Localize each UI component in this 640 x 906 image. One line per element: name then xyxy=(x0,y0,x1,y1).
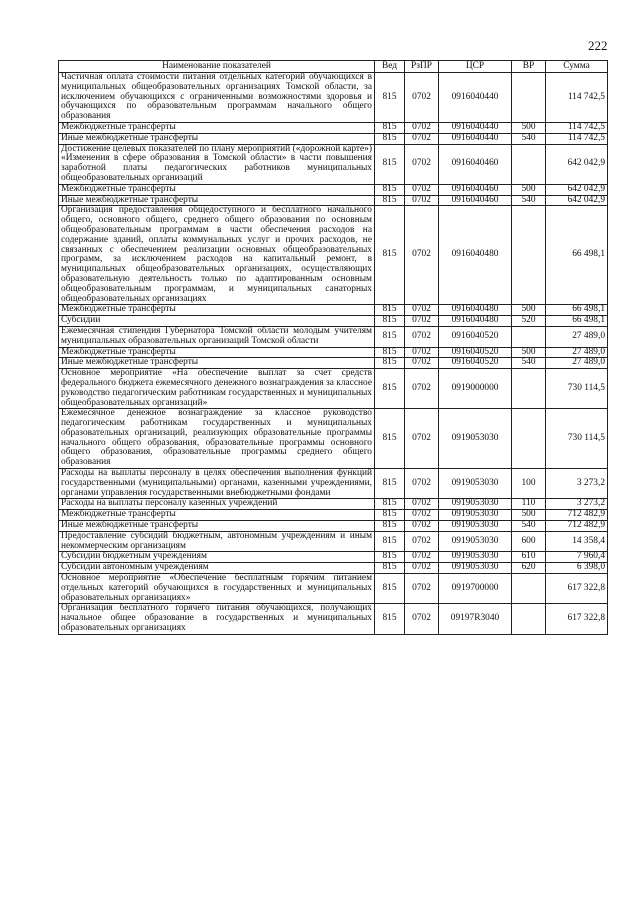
header-vr: ВР xyxy=(512,61,546,73)
cell-sum: 66 498,1 xyxy=(546,316,608,327)
cell-rzpr: 0702 xyxy=(405,305,439,316)
cell-ved: 815 xyxy=(375,358,405,369)
cell-ved: 815 xyxy=(375,510,405,521)
cell-csr: 0916040480 xyxy=(439,305,512,316)
cell-rzpr: 0702 xyxy=(405,206,439,305)
cell-rzpr: 0702 xyxy=(405,531,439,552)
cell-rzpr: 0702 xyxy=(405,521,439,532)
table-row xyxy=(59,206,608,305)
cell-sum: 6 398,0 xyxy=(546,563,608,574)
cell-rzpr: 0702 xyxy=(405,347,439,358)
cell-csr: 0919053030 xyxy=(439,499,512,510)
table-row xyxy=(59,122,608,133)
cell-name: Субсидии автономным учреждениям xyxy=(59,563,375,574)
cell-rzpr: 0702 xyxy=(405,358,439,369)
cell-vr: 500 xyxy=(512,347,546,358)
cell-name: Межбюджетные трансферты xyxy=(59,347,375,358)
cell-sum: 66 498,1 xyxy=(546,206,608,305)
cell-vr xyxy=(512,369,546,409)
header-ved: Вед xyxy=(375,61,405,73)
cell-rzpr: 0702 xyxy=(405,510,439,521)
cell-csr: 0919053030 xyxy=(439,552,512,563)
cell-vr: 540 xyxy=(512,521,546,532)
cell-name: Расходы на выплаты персоналу казенных учреждений xyxy=(59,499,375,510)
cell-ved: 815 xyxy=(375,195,405,206)
cell-sum: 617 322,8 xyxy=(546,574,608,604)
table-row xyxy=(59,604,608,634)
cell-ved: 815 xyxy=(375,73,405,123)
header-csr: ЦСР xyxy=(439,61,512,73)
table-row xyxy=(59,144,608,184)
cell-csr: 0919053030 xyxy=(439,563,512,574)
cell-name: Субсидии бюджетным учреждениям xyxy=(59,552,375,563)
header-name: Наименование показателей xyxy=(59,61,375,73)
table-row xyxy=(59,369,608,409)
cell-name: Иные межбюджетные трансферты xyxy=(59,521,375,532)
cell-name: Межбюджетные трансферты xyxy=(59,184,375,195)
cell-sum: 617 322,8 xyxy=(546,604,608,634)
cell-sum: 27 489,0 xyxy=(546,326,608,347)
cell-rzpr: 0702 xyxy=(405,499,439,510)
cell-rzpr: 0702 xyxy=(405,469,439,499)
cell-name: Основное мероприятие «Обеспечение бесплатным горячим питанием отдельных категорий обучающихся в государственных и муниципальных образовательных организациях» xyxy=(59,574,375,604)
cell-rzpr: 0702 xyxy=(405,144,439,184)
cell-vr: 500 xyxy=(512,510,546,521)
cell-sum: 730 114,5 xyxy=(546,409,608,469)
table-row xyxy=(59,358,608,369)
cell-csr: 0916040520 xyxy=(439,326,512,347)
cell-ved: 815 xyxy=(375,563,405,574)
cell-ved: 815 xyxy=(375,206,405,305)
table-row xyxy=(59,469,608,499)
cell-ved: 815 xyxy=(375,469,405,499)
cell-csr: 0916040480 xyxy=(439,206,512,305)
cell-csr: 09197R3040 xyxy=(439,604,512,634)
cell-ved: 815 xyxy=(375,574,405,604)
cell-ved: 815 xyxy=(375,604,405,634)
table-row xyxy=(59,133,608,144)
cell-rzpr: 0702 xyxy=(405,563,439,574)
cell-ved: 815 xyxy=(375,521,405,532)
cell-vr: 500 xyxy=(512,122,546,133)
cell-ved: 815 xyxy=(375,316,405,327)
cell-ved: 815 xyxy=(375,409,405,469)
table-row xyxy=(59,305,608,316)
table-row xyxy=(59,521,608,532)
cell-csr: 0916040460 xyxy=(439,184,512,195)
cell-vr: 520 xyxy=(512,316,546,327)
cell-sum: 27 489,0 xyxy=(546,347,608,358)
cell-csr: 0919053030 xyxy=(439,531,512,552)
cell-rzpr: 0702 xyxy=(405,133,439,144)
cell-ved: 815 xyxy=(375,144,405,184)
cell-vr xyxy=(512,574,546,604)
cell-vr xyxy=(512,73,546,123)
cell-name: Расходы на выплаты персоналу в целях обеспечения выполнения функций государственными (муниципальными) органами, казенными учреждениями, органами управления государственными внебюджетными фондами xyxy=(59,469,375,499)
cell-ved: 815 xyxy=(375,326,405,347)
cell-name: Организация бесплатного горячего питания обучающихся, получающих начальное общее образование в государственных и муниципальных образовательных организациях xyxy=(59,604,375,634)
cell-rzpr: 0702 xyxy=(405,195,439,206)
cell-name: Частичная оплата стоимости питания отдельных категорий обучающихся в муниципальных общеобразовательных организациях Томской области, за исключением обучающихся с ограниченными возможностями здоровья и обучающихся по образовательным программам начального общего образования xyxy=(59,73,375,123)
cell-sum: 3 273,2 xyxy=(546,469,608,499)
cell-vr: 110 xyxy=(512,499,546,510)
cell-sum: 712 482,9 xyxy=(546,521,608,532)
cell-name: Организация предоставления общедоступного и бесплатного начального общего, основного общего, среднего общего образования по основным общеобразовательным программам в части обеспечения расходов на содержание зданий, оплаты коммунальных услуг и прочих расходов, не связанных с обеспечением реализации основных общеобразовательных программ, за исключением расходов на капитальный ремонт, в муниципальных общеобразовательных организациях, осуществляющих образовательную деятельность только по адаптированным основным общеобразовательным программам, и муниципальных санаторных общеобразовательных организациях xyxy=(59,206,375,305)
cell-ved: 815 xyxy=(375,531,405,552)
cell-rzpr: 0702 xyxy=(405,369,439,409)
cell-csr: 0916040440 xyxy=(439,73,512,123)
cell-sum: 114 742,5 xyxy=(546,73,608,123)
cell-csr: 0919053030 xyxy=(439,510,512,521)
cell-vr xyxy=(512,144,546,184)
cell-ved: 815 xyxy=(375,552,405,563)
cell-vr: 540 xyxy=(512,195,546,206)
cell-vr: 610 xyxy=(512,552,546,563)
cell-sum: 66 498,1 xyxy=(546,305,608,316)
cell-sum: 730 114,5 xyxy=(546,369,608,409)
table-row xyxy=(59,409,608,469)
table-row xyxy=(59,184,608,195)
cell-csr: 0919053030 xyxy=(439,469,512,499)
budget-table xyxy=(58,60,608,635)
cell-vr: 600 xyxy=(512,531,546,552)
cell-name: Предоставление субсидий бюджетным, автономным учреждениям и иным некоммерческим организациям xyxy=(59,531,375,552)
cell-name: Достижение целевых показателей по плану мероприятий («дорожной карте») «Изменения в сфере образования в Томской области» в части повышения заработной платы педагогических работников муниципальных общеобразовательных организаций xyxy=(59,144,375,184)
cell-csr: 0916040440 xyxy=(439,133,512,144)
cell-csr: 0919053030 xyxy=(439,409,512,469)
cell-vr: 500 xyxy=(512,184,546,195)
cell-name: Основное мероприятие «На обеспечение выплат за счет средств федерального бюджета ежемесячного денежного вознаграждения за классное руководство педагогическим работникам государственных и муниципальных общеобразовательных организаций» xyxy=(59,369,375,409)
table-header xyxy=(59,61,608,73)
cell-name: Иные межбюджетные трансферты xyxy=(59,133,375,144)
cell-csr: 0916040460 xyxy=(439,195,512,206)
cell-sum: 7 960,4 xyxy=(546,552,608,563)
cell-name: Иные межбюджетные трансферты xyxy=(59,195,375,206)
cell-ved: 815 xyxy=(375,184,405,195)
cell-ved: 815 xyxy=(375,347,405,358)
cell-csr: 0916040440 xyxy=(439,122,512,133)
cell-vr: 540 xyxy=(512,358,546,369)
cell-vr xyxy=(512,409,546,469)
cell-name: Межбюджетные трансферты xyxy=(59,122,375,133)
table-row xyxy=(59,326,608,347)
cell-vr xyxy=(512,326,546,347)
cell-sum: 27 489,0 xyxy=(546,358,608,369)
cell-rzpr: 0702 xyxy=(405,184,439,195)
cell-rzpr: 0702 xyxy=(405,552,439,563)
cell-vr: 620 xyxy=(512,563,546,574)
cell-vr xyxy=(512,604,546,634)
cell-vr xyxy=(512,206,546,305)
cell-vr: 540 xyxy=(512,133,546,144)
cell-sum: 3 273,2 xyxy=(546,499,608,510)
cell-vr: 500 xyxy=(512,305,546,316)
cell-ved: 815 xyxy=(375,305,405,316)
cell-csr: 0919053030 xyxy=(439,521,512,532)
cell-csr: 0919000000 xyxy=(439,369,512,409)
header-sum: Сумма xyxy=(546,61,608,73)
cell-name: Межбюджетные трансферты xyxy=(59,305,375,316)
cell-rzpr: 0702 xyxy=(405,604,439,634)
cell-sum: 642 042,9 xyxy=(546,144,608,184)
cell-name: Ежемесячное денежное вознаграждение за классное руководство педагогическим работникам государственных и муниципальных образовательных организаций, реализующих образовательные программы начального общего образования, образовательные программы основного общего образования, образовательные программы среднего общего образования xyxy=(59,409,375,469)
page-number: 222 xyxy=(588,38,608,53)
cell-rzpr: 0702 xyxy=(405,316,439,327)
cell-sum: 642 042,9 xyxy=(546,195,608,206)
table-row xyxy=(59,574,608,604)
table-row xyxy=(59,531,608,552)
cell-sum: 114 742,5 xyxy=(546,122,608,133)
cell-csr: 0919700000 xyxy=(439,574,512,604)
cell-sum: 114 742,5 xyxy=(546,133,608,144)
cell-csr: 0916040480 xyxy=(439,316,512,327)
cell-csr: 0916040520 xyxy=(439,347,512,358)
cell-rzpr: 0702 xyxy=(405,574,439,604)
cell-csr: 0916040460 xyxy=(439,144,512,184)
cell-rzpr: 0702 xyxy=(405,73,439,123)
cell-sum: 642 042,9 xyxy=(546,184,608,195)
table-row xyxy=(59,563,608,574)
cell-name: Ежемесячная стипендия Губернатора Томской области молодым учителям муниципальных образовательных организаций Томской области xyxy=(59,326,375,347)
cell-csr: 0916040520 xyxy=(439,358,512,369)
header-rzpr: РзПР xyxy=(405,61,439,73)
cell-sum: 712 482,9 xyxy=(546,510,608,521)
table-row xyxy=(59,73,608,123)
cell-rzpr: 0702 xyxy=(405,326,439,347)
cell-vr: 100 xyxy=(512,469,546,499)
table-body xyxy=(59,73,608,635)
cell-rzpr: 0702 xyxy=(405,409,439,469)
cell-sum: 14 358,4 xyxy=(546,531,608,552)
cell-ved: 815 xyxy=(375,122,405,133)
cell-name: Иные межбюджетные трансферты xyxy=(59,358,375,369)
cell-ved: 815 xyxy=(375,133,405,144)
cell-ved: 815 xyxy=(375,369,405,409)
table-row xyxy=(59,510,608,521)
cell-name: Межбюджетные трансферты xyxy=(59,510,375,521)
cell-name: Субсидии xyxy=(59,316,375,327)
cell-ved: 815 xyxy=(375,499,405,510)
table-row xyxy=(59,316,608,327)
cell-rzpr: 0702 xyxy=(405,122,439,133)
